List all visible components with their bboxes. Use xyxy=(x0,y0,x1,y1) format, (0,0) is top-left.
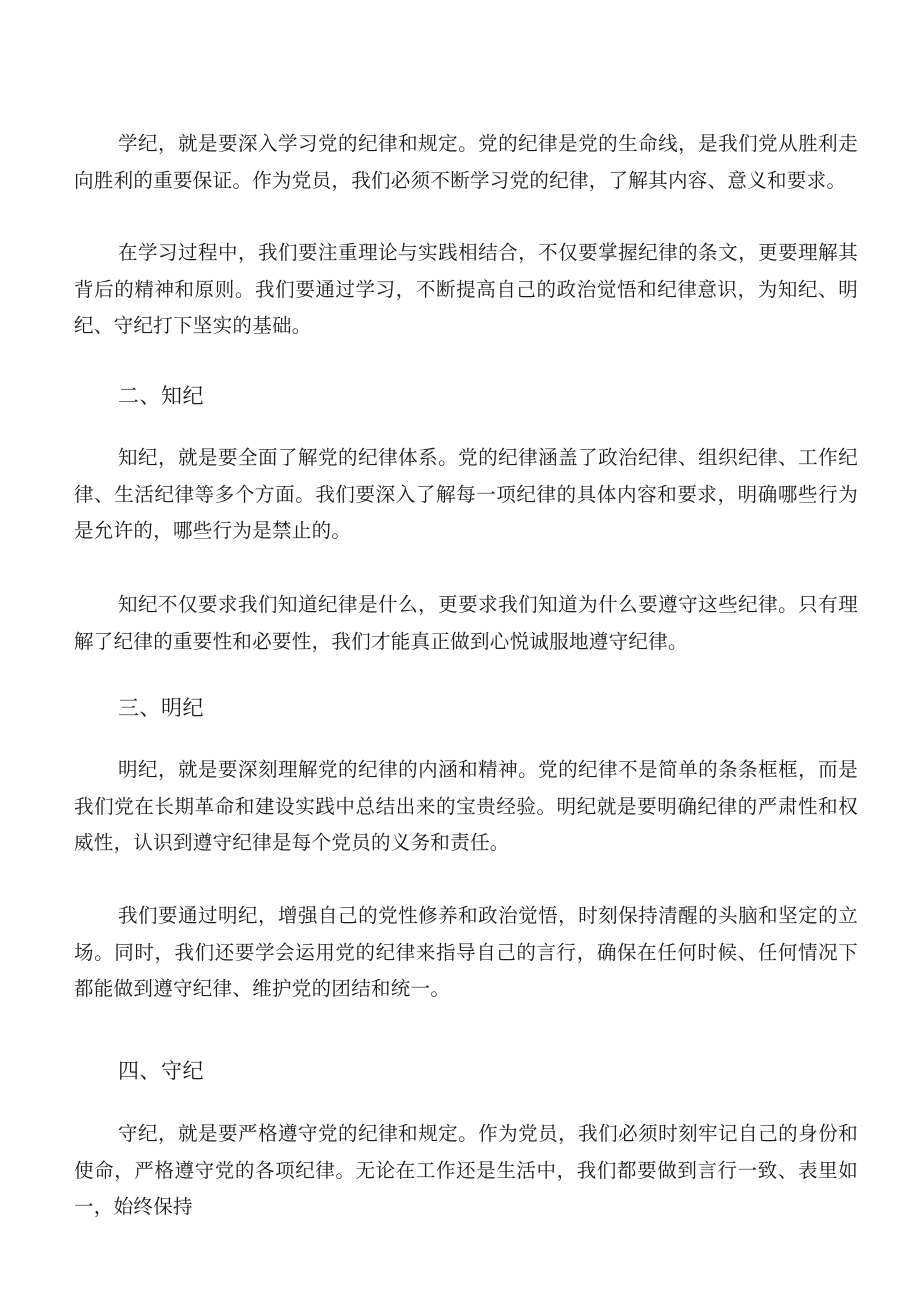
paragraph-study-process: 在学习过程中，我们要注重理论与实践相结合，不仅要掌握纪律的条文，更要理解其背后的精神和原则。我们要通过学习，不断提高自己的政治觉悟和纪律意识，为知纪、明纪、守纪打下坚实的基础。 xyxy=(74,241,858,337)
paragraph-know-why: 知纪不仅要求我们知道纪律是什么，更要求我们知道为什么要遵守这些纪律。只有理解了纪律的重要性和必要性，我们才能真正做到心悦诚服地遵守纪律。 xyxy=(74,593,858,653)
paragraph-understand-discipline: 明纪，就是要深刻理解党的纪律的内涵和精神。党的纪律不是简单的条条框框，而是我们党在长期革命和建设实践中总结出来的宝贵经验。明纪就是要明确纪律的严肃性和权威性，认识到遵守纪律是每个党员的义务和责任。 xyxy=(74,758,858,854)
paragraph-know-discipline: 知纪，就是要全面了解党的纪律体系。党的纪律涵盖了政治纪律、组织纪律、工作纪律、生活纪律等多个方面。我们要深入了解每一项纪律的具体内容和要求，明确哪些行为是允许的，哪些行为是禁止的。 xyxy=(74,446,858,542)
heading-understand-discipline: 三、明纪 xyxy=(118,696,204,720)
paragraph-understand-apply: 我们要通过明纪，增强自己的党性修养和政治觉悟，时刻保持清醒的头脑和坚定的立场。同时，我们还要学会运用党的纪律来指导自己的言行，确保在任何时候、任何情况下都能做到遵守纪律、维护党的团结和统一。 xyxy=(74,904,858,1000)
heading-know-discipline: 二、知纪 xyxy=(118,384,204,408)
paragraph-observe-discipline: 守纪，就是要严格遵守党的纪律和规定。作为党员，我们必须时刻牢记自己的身份和使命，严格遵守党的各项纪律。无论在工作还是生活中，我们都要做到言行一致、表里如一，始终保持 xyxy=(74,1122,858,1218)
paragraph-study-discipline: 学纪，就是要深入学习党的纪律和规定。党的纪律是党的生命线，是我们党从胜利走向胜利的重要保证。作为党员，我们必须不断学习党的纪律，了解其内容、意义和要求。 xyxy=(74,132,858,192)
heading-observe-discipline: 四、守纪 xyxy=(118,1059,204,1083)
